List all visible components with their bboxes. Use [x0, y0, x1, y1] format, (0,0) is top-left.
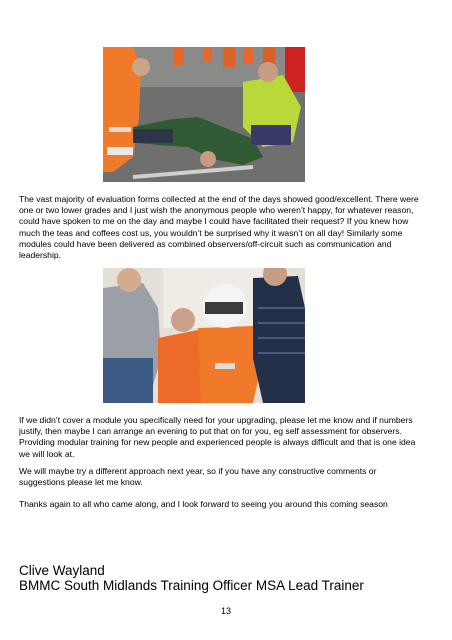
paragraph-modules: If we didn’t cover a module you specifically need for your upgrading, please let me know and if numbers justify, then maybe I can arrange an evening to put that on for you, eg self assessment for observers. Providing modular training for new people and experienced people is always difficult and that is one idea we will look at. — [19, 415, 416, 459]
photo-casualty-training — [103, 47, 305, 182]
signature-title: BMMC South Midlands Training Officer MSA Lead Trainer — [19, 578, 364, 593]
paragraph-evaluation: The vast majority of evaluation forms collected at the end of the days showed good/excellent. There were one or two lower grades and I just wish the anonymous people who weren’t happy, for whatever reason, could have spoken to me on the day and maybe I could have facilitated their request? If you knew how much the teas and coffees cost us, you wouldn’t be surprised why it wasn’t on all day! Similarly some modules could have been delivered as combined observers/off-circuit such as communication and leadership. — [19, 194, 419, 261]
page-number: 13 — [220, 606, 231, 616]
paragraph-thanks: Thanks again to all who came along, and I look forward to seeing you around this coming season — [19, 499, 388, 509]
photo-helmet-training — [103, 268, 305, 403]
signature-name: Clive Wayland — [19, 563, 105, 578]
paragraph-feedback: We will maybe try a different approach next year, so if you have any constructive comments or suggestions please let me know. — [19, 466, 377, 488]
